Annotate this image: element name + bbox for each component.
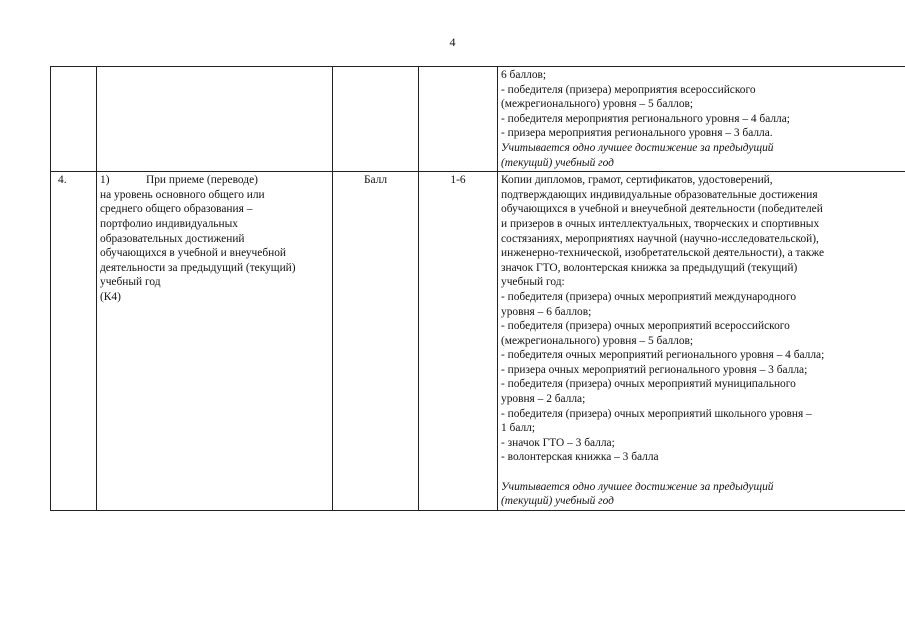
description-cell — [498, 67, 905, 172]
description-line: - победителя мероприятия регионального уровня – 4 балла; — [501, 112, 790, 125]
description-line: - победителя (призера) очных мероприятий всероссийского — [501, 320, 790, 333]
criterion-line: обучающихся в учебной и внеучебной — [100, 247, 287, 260]
range-cell — [419, 67, 498, 172]
criterion-line: среднего общего образования – — [100, 203, 253, 216]
criterion-line: образовательных достижений — [100, 232, 245, 245]
description-cell — [498, 172, 905, 511]
criterion-line: портфолио индивидуальных — [100, 217, 238, 230]
description-line: - победителя (призера) очных мероприятий муниципального — [501, 378, 796, 391]
description-line: учебный год: — [501, 276, 565, 289]
description-line: - победителя (призера) очных мероприятий школьного уровня – — [501, 407, 812, 420]
criterion-line: деятельности за предыдущий (текущий) — [100, 261, 296, 274]
description-line: - призера мероприятия регионального уровня – 3 балла. — [501, 127, 773, 140]
description-line: (межрегионального) уровня – 5 баллов; — [501, 98, 694, 111]
description-line: - победителя (призера) очных мероприятий международного — [501, 290, 797, 303]
description-line: Копии дипломов, грамот, сертификатов, удостоверений, — [501, 174, 773, 187]
criterion-line: учебный год — [100, 276, 161, 289]
note-line: Учитывается одно лучшее достижение за предыдущий — [501, 480, 774, 493]
note-line: (текущий) учебный год — [501, 495, 614, 508]
table-row — [51, 172, 905, 511]
note-line: (текущий) учебный год — [501, 156, 614, 169]
page-number: 4 — [449, 35, 456, 49]
description-line: - волонтерская книжка – 3 балла — [501, 451, 659, 464]
criteria-table — [50, 66, 905, 511]
unit-cell — [333, 67, 419, 172]
description-line: 6 баллов; — [501, 69, 547, 81]
criterion-line: на уровень основного общего или — [100, 188, 265, 201]
description-line: (межрегионального) уровня – 5 баллов; — [501, 334, 694, 347]
description-line: обучающихся в учебной и внеучебной деятельности (победителей — [501, 203, 823, 216]
description-line: - призера очных мероприятий регионального уровня – 3 балла; — [501, 363, 808, 376]
description-line: - значок ГТО – 3 балла; — [501, 436, 615, 449]
description-line: - победителя очных мероприятий регионального уровня – 4 балла; — [501, 349, 825, 362]
note-line: Учитывается одно лучшее достижение за предыдущий — [501, 141, 774, 154]
description-line: - победителя (призера) мероприятия всероссийского — [501, 83, 756, 96]
spacer — [501, 465, 902, 480]
range-cell: 1-6 — [419, 172, 498, 511]
description-line: состязаниях, мероприятиях научной (научно-исследовательской), — [501, 232, 819, 245]
criterion-heading — [100, 173, 329, 188]
criterion-cell — [97, 67, 333, 172]
criterion-subnumber: 1) — [100, 174, 110, 187]
criterion-first-line: При приеме (переводе) — [146, 174, 258, 187]
row-number-cell: 4. — [51, 172, 97, 511]
description-line: уровня – 2 балла; — [501, 393, 586, 406]
table-row — [51, 67, 905, 172]
description-line: 1 балл; — [501, 422, 536, 435]
description-line: инженерно-технической, изобретательской деятельности), а также — [501, 247, 825, 260]
unit-cell: Балл — [333, 172, 419, 511]
description-line: значок ГТО, волонтерская книжка за предыдущий (текущий) — [501, 261, 798, 274]
criterion-cell — [97, 172, 333, 511]
description-line: подтверждающих индивидуальные образовательные достижения — [501, 188, 818, 201]
criterion-code: (К4) — [100, 290, 121, 303]
description-line: и призеров в очных интеллектуальных, творческих и спортивных — [501, 217, 820, 230]
row-number-cell — [51, 67, 97, 172]
description-line: уровня – 6 баллов; — [501, 305, 592, 318]
